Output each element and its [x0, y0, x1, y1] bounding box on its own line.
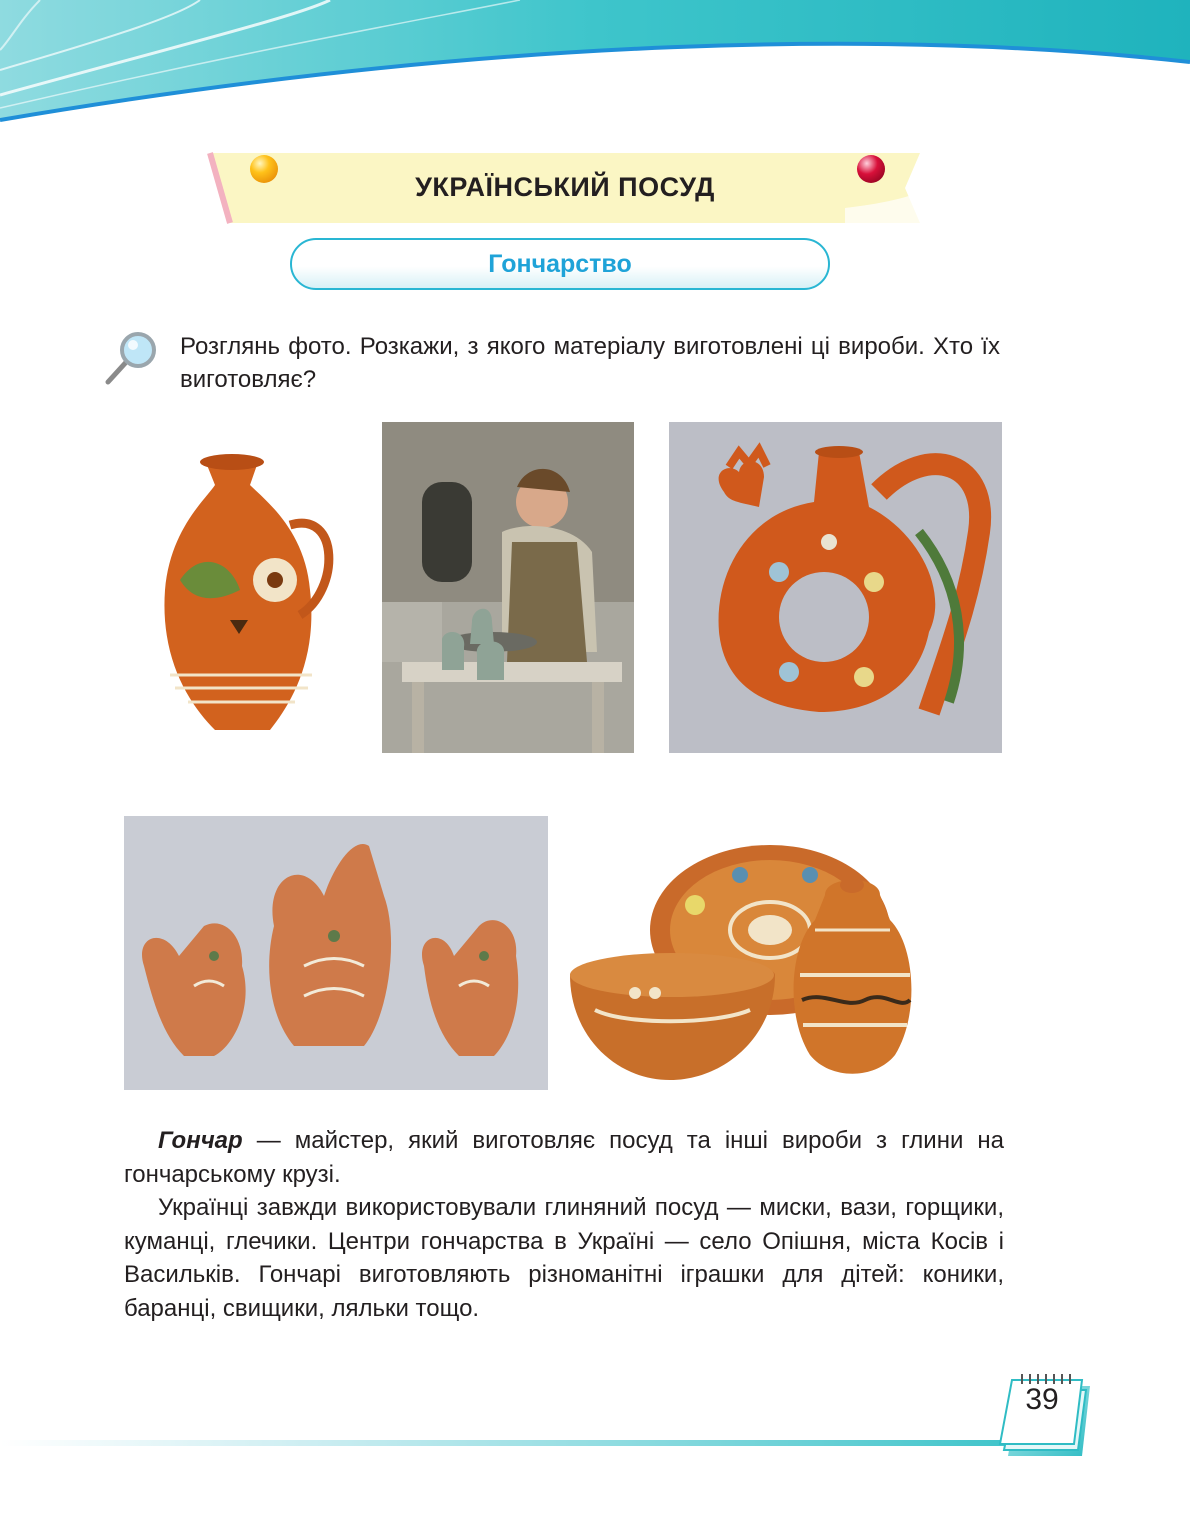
body-text: [124, 1124, 1004, 1325]
photo-clay-plate-bowl-pot: [565, 835, 925, 1090]
term-potter: Гончар: [158, 1127, 243, 1154]
definition-paragraph: [124, 1124, 1004, 1191]
page-title: УКРАЇНСЬКИЙ ПОСУД: [415, 172, 715, 202]
photo-clay-rooster-figurines: [124, 816, 548, 1090]
photo-potter-at-wheel: [382, 422, 634, 753]
page-number: 39: [1025, 1383, 1059, 1416]
magnifier-icon: [100, 330, 160, 390]
task-prompt: Розглянь фото. Розкажи, з якого матеріалу виготовлені ці вироби. Хто їх виготовляє?: [180, 333, 1000, 393]
bottom-rule: [0, 1440, 1030, 1446]
pottery-paragraph: Українці завжди використовували глиняний посуд — миски, вази, горщики, куманці, глечики. Центри гончарства в Україні — село Опішня, міста Косів і Васильків. Гончарі виготовляють різноманітні іграшки для дітей: коники, баранці, свищики, ляльки тощо.: [124, 1194, 1004, 1322]
photo-clay-jug: [140, 440, 340, 740]
section-subtitle: [290, 238, 830, 290]
subtitle-label: Гончарство: [488, 249, 632, 278]
definition-text: — майстер, який виготовляє посуд та інші вироби з глини на гончарському крузі.: [124, 1127, 1004, 1188]
top-wave-decoration: [0, 0, 1190, 140]
photo-rooster-kumanets: [669, 422, 1002, 753]
